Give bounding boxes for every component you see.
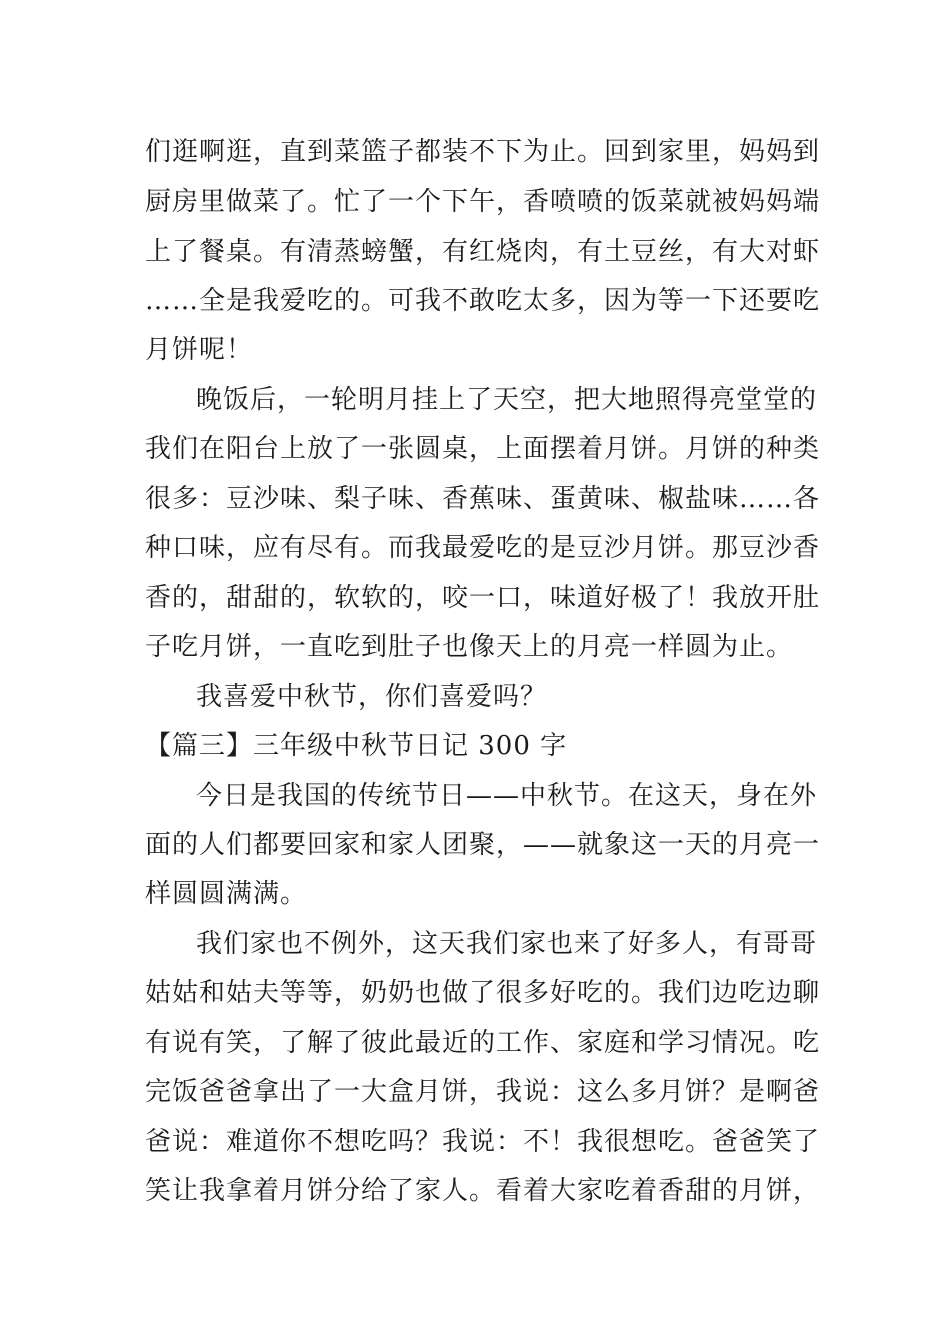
text-line: 样圆圆满满。 — [145, 879, 308, 909]
text-line: 厨房里做菜了。忙了一个下午，香喷喷的饭菜就被妈妈端 — [145, 187, 821, 217]
text-line: ……全是我爱吃的。可我不敢吃太多，因为等一下还要吃 — [145, 286, 821, 316]
text-line: 子吃月饼，一直吃到肚子也像天上的月亮一样圆为止。 — [145, 632, 794, 662]
text-line: 月饼呢！ — [145, 335, 254, 365]
text-line: 面的人们都要回家和家人团聚，——就象这一天的月亮一 — [145, 830, 821, 860]
text-line: 完饭爸爸拿出了一大盒月饼，我说：这么多月饼？是啊爸 — [145, 1077, 821, 1107]
text-line: 种口味，应有尽有。而我最爱吃的是豆沙月饼。那豆沙香 — [145, 533, 821, 563]
text-line: 香的，甜甜的，软软的，咬一口，味道好极了！我放开肚 — [145, 583, 821, 613]
text-line: 们逛啊逛，直到菜篮子都装不下为止。回到家里，妈妈到 — [145, 137, 821, 167]
text-line: 姑姑和姑夫等等，奶奶也做了很多好吃的。我们边吃边聊 — [145, 978, 821, 1008]
paragraph-start-line: 晚饭后，一轮明月挂上了天空，把大地照得亮堂堂的 — [196, 385, 818, 415]
text-line: 上了餐桌。有清蒸螃蟹，有红烧肉，有土豆丝，有大对虾 — [145, 237, 821, 267]
text-line: 有说有笑，了解了彼此最近的工作、家庭和学习情况。吃 — [145, 1028, 821, 1058]
text-line: 爸说：难道你不想吃吗？我说：不！我很想吃。爸爸笑了 — [145, 1127, 821, 1157]
section-heading: 【篇三】三年级中秋节日记 300 字 — [145, 731, 568, 761]
paragraph-start-line: 今日是我国的传统节日——中秋节。在这天，身在外 — [196, 781, 818, 811]
text-line: 我们在阳台上放了一张圆桌，上面摆着月饼。月饼的种类 — [145, 434, 821, 464]
paragraph-start-line: 我喜爱中秋节，你们喜爱吗？ — [196, 682, 548, 712]
paragraph-start-line: 我们家也不例外，这天我们家也来了好多人，有哥哥 — [196, 929, 818, 959]
text-line: 很多：豆沙味、梨子味、香蕉味、蛋黄味、椒盐味……各 — [145, 484, 821, 514]
text-line: 笑让我拿着月饼分给了家人。看着大家吃着香甜的月饼， — [145, 1176, 821, 1206]
